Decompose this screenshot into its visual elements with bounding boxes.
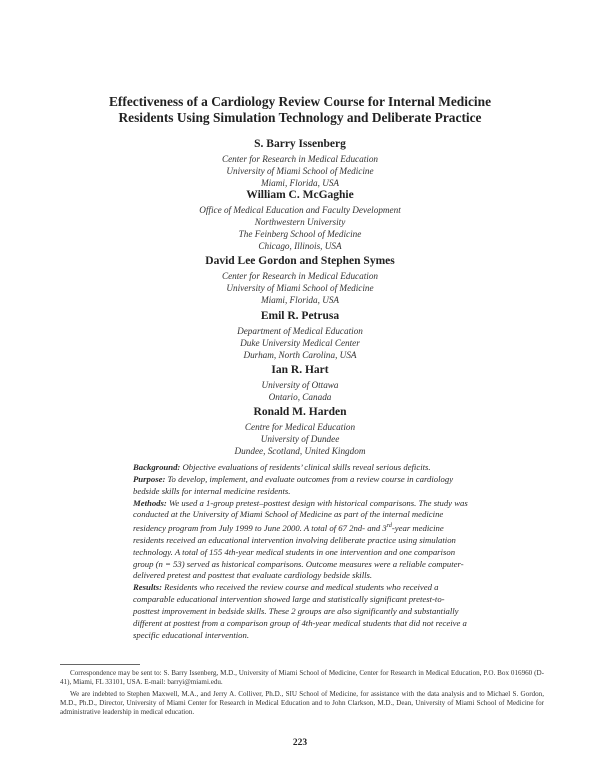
abstract-purpose [133, 474, 468, 498]
affiliation-line: Miami, Florida, USA [260, 178, 340, 188]
affiliation-line: Durham, North Carolina, USA [243, 350, 357, 360]
purpose-label: Purpose: [133, 473, 166, 484]
author-name: S. Barry Issenberg [254, 138, 346, 150]
background-text: Objective evaluations of residents’ clinical skills reveal serious deficits. [180, 462, 431, 472]
affiliation-line: Northwestern University [254, 217, 346, 227]
author-name: Ian R. Hart [271, 364, 329, 376]
author-block-issenberg [100, 137, 500, 189]
purpose-text: To develop, implement, and evaluate outcomes from a review course in cardiology bedside skills for internal medicine residents. [133, 473, 454, 496]
background-label: Background: [133, 462, 181, 472]
methods-label: Methods: [133, 497, 167, 508]
paper-title [60, 94, 540, 126]
title-line-1: Effectiveness of a Cardiology Review Course for Internal Medicine [108, 94, 492, 109]
affiliation-line: Office of Medical Education and Faculty Development [199, 205, 401, 215]
footnotes [60, 669, 544, 719]
author-name: William C. McGaghie [246, 189, 354, 201]
abstract-background [133, 462, 468, 474]
affiliation-line: University of Ottawa [261, 380, 339, 390]
author-block-gordon-symes [100, 254, 500, 306]
affiliation-line: Center for Research in Medical Education [221, 271, 379, 281]
methods-superscript: rd [386, 523, 392, 530]
affiliation-line: Centre for Medical Education [244, 422, 356, 432]
footnote-divider [60, 664, 140, 665]
results-label: Results: [133, 582, 162, 593]
abstract-results [133, 582, 468, 641]
page-number: 223 [292, 738, 308, 748]
author-block-mcgaghie [100, 188, 500, 252]
methods-text: We used a 1-group pretest–posttest design with historical comparisons. The study was conducted at the University of Miami School of Medicine as part of the internal medicine residency program from July 1999 to June 2000. A total of 67 2nd- and 3 [133, 497, 468, 534]
affiliation-line: The Feinberg School of Medicine [238, 229, 362, 239]
title-line-2: Residents Using Simulation Technology and Deliberate Practice [118, 110, 482, 125]
affiliation-line: Chicago, Illinois, USA [258, 241, 342, 251]
affiliation-line: Center for Research in Medical Education [221, 154, 379, 164]
author-name: Emil R. Petrusa [260, 310, 340, 322]
footnote-acknowledgments: We are indebted to Stephen Maxwell, M.A., and Jerry A. Colliver, Ph.D., SIU School of Medicine, for assistance with the data analysis and to Michael S. Gordon, M.D., Ph.D., Director, University of Miami Center for Research in Medical Education and to John Clarkson, M.D., Dean, University of Miami School of Medicine for administrative leadership in medical education. [60, 689, 544, 717]
author-name: Ronald M. Harden [253, 406, 347, 418]
affiliation-line: University of Dundee [260, 434, 340, 444]
affiliation-line: Miami, Florida, USA [260, 295, 340, 305]
author-block-harden [100, 405, 500, 457]
affiliation-line: Duke University Medical Center [240, 338, 360, 348]
affiliation-line: Ontario, Canada [268, 392, 332, 402]
author-block-petrusa [100, 309, 500, 361]
affiliation-line: University of Miami School of Medicine [226, 166, 374, 176]
results-text: Residents who received the review course and medical students who received a comparable educational intervention showed large and statistically significant pretest-to-posttest improvement in bedside skills. These 2 groups are also significantly and substantially different at posttest from a comparison group of 4th-year medical students that did not receive a specific educational intervention. [133, 582, 467, 640]
abstract [133, 462, 468, 642]
author-block-hart [100, 363, 500, 403]
methods-text-continued: -year medicine residents received an educational intervention involving deliberate practice using simulation technology. A total of 155 4th-year medical students in one intervention and one comparison group (n = 53) served as historical comparisons. Outcome measures were a reliable computer-delivered pretest and posttest that evaluate cardiology bedside skills. [133, 523, 464, 581]
affiliation-line: University of Miami School of Medicine [226, 283, 374, 293]
affiliation-line: Department of Medical Education [237, 326, 363, 336]
footnote-correspondence: Correspondence may be sent to: S. Barry Issenberg, M.D., University of Miami School of Medicine, Center for Research in Medical Education, P.O. Box 016960 (D-41), Miami, FL 33101, USA. E-mail: barryi@miami.edu. [60, 669, 544, 687]
author-name: David Lee Gordon and Stephen Symes [205, 255, 395, 267]
abstract-methods [133, 498, 468, 583]
affiliation-line: Dundee, Scotland, United Kingdom [234, 446, 366, 456]
